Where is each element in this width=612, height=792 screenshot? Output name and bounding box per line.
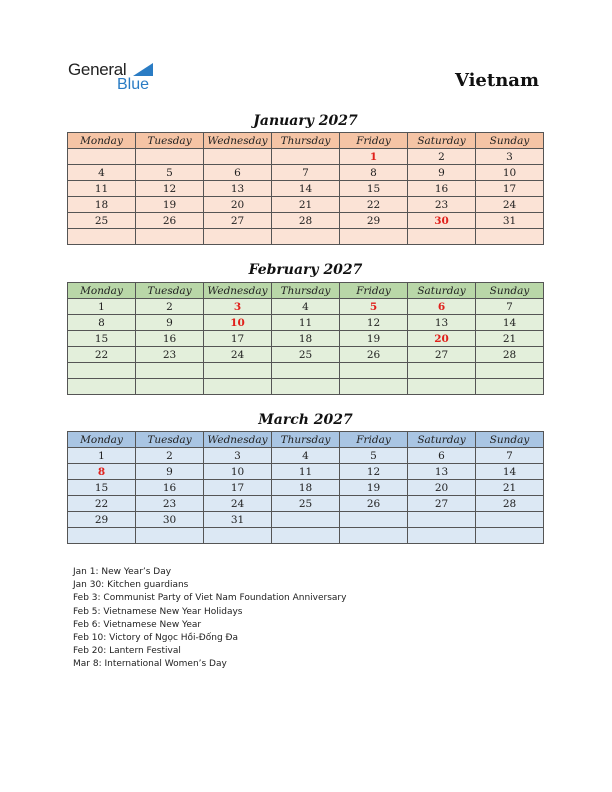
empty-day-cell bbox=[68, 379, 136, 395]
day-cell: 4 bbox=[272, 299, 340, 315]
day-cell: 6 bbox=[204, 165, 272, 181]
day-cell: 21 bbox=[476, 480, 544, 496]
empty-day-cell bbox=[408, 512, 476, 528]
day-cell: 17 bbox=[476, 181, 544, 197]
week-row bbox=[68, 331, 544, 347]
day-cell: 15 bbox=[68, 480, 136, 496]
week-row bbox=[68, 181, 544, 197]
holiday-item: Feb 10: Victory of Ngọc Hồi-Đống Đa bbox=[73, 632, 239, 643]
month-title-february: February 2027 bbox=[248, 262, 363, 278]
day-cell: 9 bbox=[408, 165, 476, 181]
week-row bbox=[68, 363, 544, 379]
holiday-item: Jan 30: Kitchen guardians bbox=[73, 580, 189, 591]
day-cell: 21 bbox=[272, 197, 340, 213]
day-cell: 31 bbox=[204, 512, 272, 528]
day-cell: 23 bbox=[136, 496, 204, 512]
weekday-header: Saturday bbox=[408, 133, 476, 149]
empty-day-cell bbox=[476, 229, 544, 245]
weekday-header-row bbox=[68, 283, 544, 299]
day-cell: 17 bbox=[204, 480, 272, 496]
holiday-day-cell: 6 bbox=[408, 299, 476, 315]
calendar-february bbox=[67, 282, 544, 395]
day-cell: 27 bbox=[408, 347, 476, 363]
empty-day-cell bbox=[136, 528, 204, 544]
week-row bbox=[68, 512, 544, 528]
day-cell: 2 bbox=[136, 299, 204, 315]
day-cell: 9 bbox=[136, 315, 204, 331]
day-cell: 17 bbox=[204, 331, 272, 347]
logo-word-blue: Blue bbox=[117, 76, 150, 93]
day-cell: 10 bbox=[476, 165, 544, 181]
day-cell: 15 bbox=[68, 331, 136, 347]
empty-day-cell bbox=[68, 229, 136, 245]
day-cell: 25 bbox=[272, 496, 340, 512]
empty-day-cell bbox=[136, 379, 204, 395]
empty-day-cell bbox=[136, 229, 204, 245]
empty-day-cell bbox=[68, 528, 136, 544]
day-cell: 24 bbox=[476, 197, 544, 213]
day-cell: 24 bbox=[204, 496, 272, 512]
empty-day-cell bbox=[340, 229, 408, 245]
weekday-header: Friday bbox=[340, 283, 408, 299]
empty-day-cell bbox=[272, 229, 340, 245]
empty-day-cell bbox=[204, 528, 272, 544]
day-cell: 18 bbox=[272, 480, 340, 496]
day-cell: 2 bbox=[136, 448, 204, 464]
week-row bbox=[68, 496, 544, 512]
empty-day-cell bbox=[272, 512, 340, 528]
day-cell: 7 bbox=[272, 165, 340, 181]
day-cell: 14 bbox=[476, 464, 544, 480]
holiday-day-cell: 3 bbox=[204, 299, 272, 315]
holiday-item: Feb 3: Communist Party of Viet Nam Foundation Anniversary bbox=[73, 593, 347, 604]
holiday-item: Feb 20: Lantern Festival bbox=[73, 646, 181, 657]
day-cell: 23 bbox=[136, 347, 204, 363]
day-cell: 25 bbox=[272, 347, 340, 363]
empty-day-cell bbox=[408, 528, 476, 544]
day-cell: 10 bbox=[204, 464, 272, 480]
day-cell: 9 bbox=[136, 464, 204, 480]
day-cell: 12 bbox=[136, 181, 204, 197]
day-cell: 3 bbox=[476, 149, 544, 165]
empty-day-cell bbox=[476, 379, 544, 395]
empty-day-cell bbox=[204, 363, 272, 379]
day-cell: 26 bbox=[340, 496, 408, 512]
weekday-header: Wednesday bbox=[204, 133, 272, 149]
day-cell: 12 bbox=[340, 464, 408, 480]
weekday-header: Monday bbox=[68, 133, 136, 149]
empty-day-cell bbox=[340, 528, 408, 544]
day-cell: 27 bbox=[204, 213, 272, 229]
holiday-day-cell: 8 bbox=[68, 464, 136, 480]
empty-day-cell bbox=[408, 363, 476, 379]
day-cell: 4 bbox=[272, 448, 340, 464]
weekday-header: Sunday bbox=[476, 133, 544, 149]
country-title: Vietnam bbox=[454, 70, 539, 91]
day-cell: 14 bbox=[272, 181, 340, 197]
week-row bbox=[68, 315, 544, 331]
weekday-header: Monday bbox=[68, 432, 136, 448]
logo-word-general: General bbox=[68, 60, 127, 79]
day-cell: 15 bbox=[340, 181, 408, 197]
calendar-march bbox=[67, 431, 544, 544]
holiday-day-cell: 10 bbox=[204, 315, 272, 331]
week-row bbox=[68, 165, 544, 181]
holiday-list bbox=[73, 566, 346, 672]
holiday-item: Mar 8: International Women’s Day bbox=[73, 659, 227, 670]
day-cell: 11 bbox=[68, 181, 136, 197]
week-row bbox=[68, 464, 544, 480]
day-cell: 19 bbox=[340, 331, 408, 347]
logo-triangle-icon bbox=[133, 63, 153, 76]
day-cell: 31 bbox=[476, 213, 544, 229]
empty-day-cell bbox=[272, 379, 340, 395]
empty-day-cell bbox=[136, 363, 204, 379]
empty-day-cell bbox=[272, 149, 340, 165]
weekday-header: Wednesday bbox=[204, 432, 272, 448]
day-cell: 23 bbox=[408, 197, 476, 213]
day-cell: 28 bbox=[476, 347, 544, 363]
week-row bbox=[68, 480, 544, 496]
day-cell: 13 bbox=[408, 315, 476, 331]
empty-day-cell bbox=[340, 363, 408, 379]
week-row bbox=[68, 347, 544, 363]
day-cell: 30 bbox=[136, 512, 204, 528]
holiday-day-cell: 1 bbox=[340, 149, 408, 165]
day-cell: 27 bbox=[408, 496, 476, 512]
day-cell: 29 bbox=[340, 213, 408, 229]
day-cell: 28 bbox=[476, 496, 544, 512]
day-cell: 8 bbox=[340, 165, 408, 181]
day-cell: 26 bbox=[136, 213, 204, 229]
day-cell: 13 bbox=[204, 181, 272, 197]
day-cell: 22 bbox=[68, 496, 136, 512]
day-cell: 16 bbox=[136, 331, 204, 347]
weekday-header: Thursday bbox=[272, 283, 340, 299]
holiday-item: Jan 1: New Year’s Day bbox=[73, 567, 172, 577]
month-title-march: March 2027 bbox=[258, 412, 353, 428]
weekday-header-row bbox=[68, 432, 544, 448]
weekday-header: Sunday bbox=[476, 432, 544, 448]
day-cell: 28 bbox=[272, 213, 340, 229]
day-cell: 26 bbox=[340, 347, 408, 363]
day-cell: 19 bbox=[340, 480, 408, 496]
day-cell: 16 bbox=[136, 480, 204, 496]
day-cell: 1 bbox=[68, 448, 136, 464]
week-row bbox=[68, 299, 544, 315]
empty-day-cell bbox=[408, 379, 476, 395]
day-cell: 22 bbox=[68, 347, 136, 363]
weekday-header: Tuesday bbox=[136, 432, 204, 448]
month-title-january: January 2027 bbox=[253, 113, 358, 129]
day-cell: 13 bbox=[408, 464, 476, 480]
weekday-header: Wednesday bbox=[204, 283, 272, 299]
holiday-item: Feb 5: Vietnamese New Year Holidays bbox=[73, 606, 243, 617]
weekday-header: Friday bbox=[340, 432, 408, 448]
empty-day-cell bbox=[204, 379, 272, 395]
empty-day-cell bbox=[408, 229, 476, 245]
calendar-january bbox=[67, 132, 544, 245]
weekday-header: Saturday bbox=[408, 283, 476, 299]
day-cell: 7 bbox=[476, 299, 544, 315]
week-row bbox=[68, 197, 544, 213]
week-row bbox=[68, 528, 544, 544]
empty-day-cell bbox=[340, 379, 408, 395]
empty-day-cell bbox=[340, 512, 408, 528]
day-cell: 3 bbox=[204, 448, 272, 464]
day-cell: 7 bbox=[476, 448, 544, 464]
week-row bbox=[68, 448, 544, 464]
weekday-header: Saturday bbox=[408, 432, 476, 448]
empty-day-cell bbox=[68, 149, 136, 165]
generalblue-logo bbox=[68, 60, 168, 96]
weekday-header: Tuesday bbox=[136, 283, 204, 299]
holiday-day-cell: 20 bbox=[408, 331, 476, 347]
empty-day-cell bbox=[476, 512, 544, 528]
week-row bbox=[68, 379, 544, 395]
day-cell: 24 bbox=[204, 347, 272, 363]
day-cell: 8 bbox=[68, 315, 136, 331]
week-row bbox=[68, 213, 544, 229]
day-cell: 2 bbox=[408, 149, 476, 165]
day-cell: 29 bbox=[68, 512, 136, 528]
empty-day-cell bbox=[204, 229, 272, 245]
day-cell: 6 bbox=[408, 448, 476, 464]
empty-day-cell bbox=[476, 528, 544, 544]
weekday-header-row bbox=[68, 133, 544, 149]
day-cell: 18 bbox=[68, 197, 136, 213]
week-row bbox=[68, 229, 544, 245]
day-cell: 12 bbox=[340, 315, 408, 331]
weekday-header: Sunday bbox=[476, 283, 544, 299]
day-cell: 22 bbox=[340, 197, 408, 213]
weekday-header: Tuesday bbox=[136, 133, 204, 149]
empty-day-cell bbox=[272, 528, 340, 544]
empty-day-cell bbox=[68, 363, 136, 379]
day-cell: 1 bbox=[68, 299, 136, 315]
weekday-header: Friday bbox=[340, 133, 408, 149]
empty-day-cell bbox=[476, 363, 544, 379]
weekday-header: Thursday bbox=[272, 133, 340, 149]
empty-day-cell bbox=[272, 363, 340, 379]
day-cell: 20 bbox=[204, 197, 272, 213]
day-cell: 16 bbox=[408, 181, 476, 197]
holiday-day-cell: 5 bbox=[340, 299, 408, 315]
day-cell: 5 bbox=[340, 448, 408, 464]
day-cell: 19 bbox=[136, 197, 204, 213]
weekday-header: Monday bbox=[68, 283, 136, 299]
day-cell: 11 bbox=[272, 464, 340, 480]
holiday-item: Feb 6: Vietnamese New Year bbox=[73, 619, 202, 630]
day-cell: 14 bbox=[476, 315, 544, 331]
empty-day-cell bbox=[136, 149, 204, 165]
day-cell: 18 bbox=[272, 331, 340, 347]
day-cell: 25 bbox=[68, 213, 136, 229]
day-cell: 4 bbox=[68, 165, 136, 181]
day-cell: 20 bbox=[408, 480, 476, 496]
day-cell: 21 bbox=[476, 331, 544, 347]
day-cell: 11 bbox=[272, 315, 340, 331]
empty-day-cell bbox=[204, 149, 272, 165]
week-row bbox=[68, 149, 544, 165]
weekday-header: Thursday bbox=[272, 432, 340, 448]
day-cell: 5 bbox=[136, 165, 204, 181]
holiday-day-cell: 30 bbox=[408, 213, 476, 229]
